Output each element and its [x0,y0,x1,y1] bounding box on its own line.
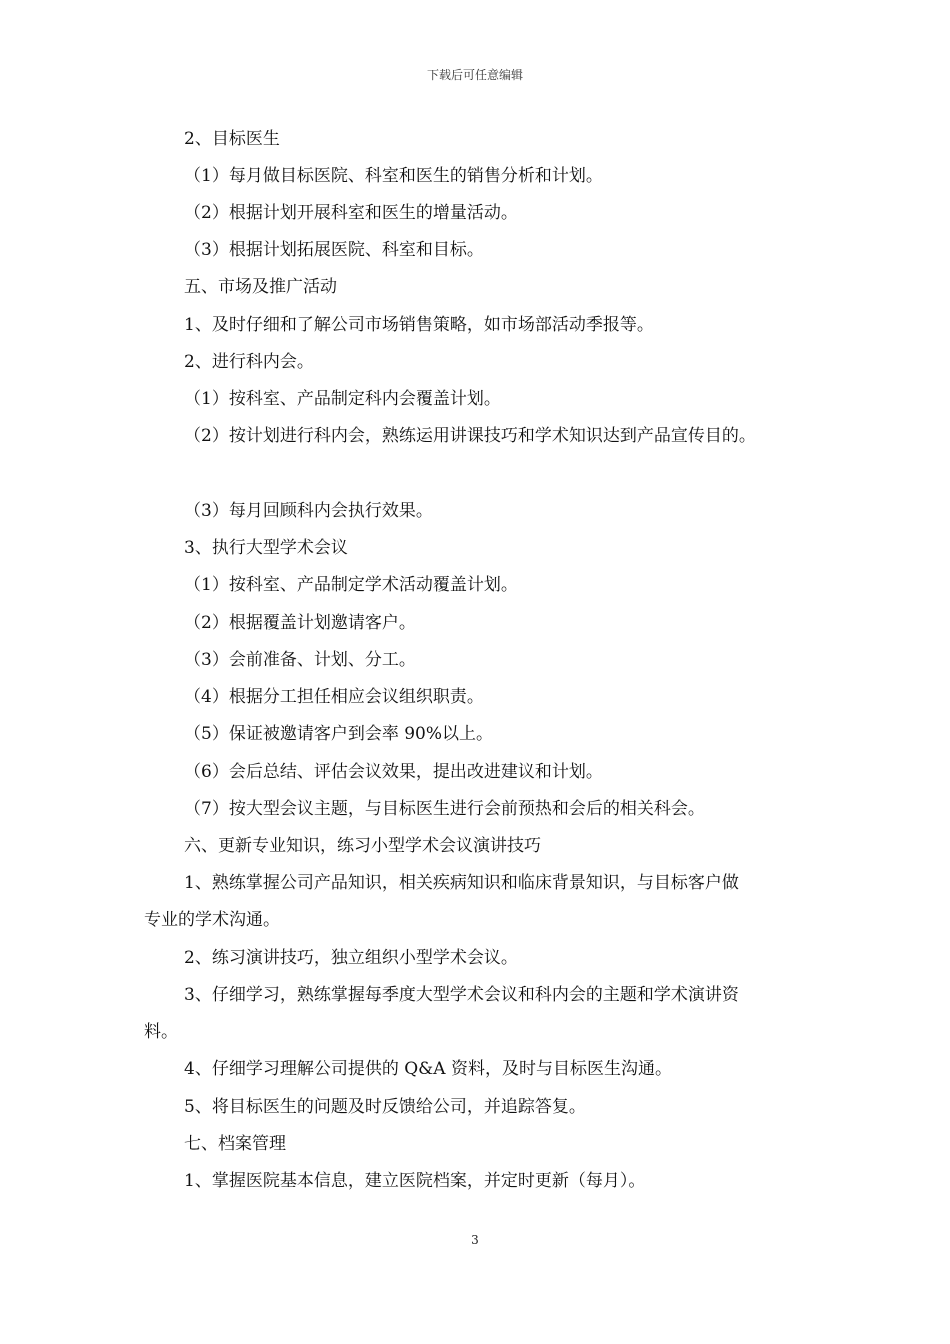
text-line: （6）会后总结、评估会议效果，提出改进建议和计划。 [184,762,603,782]
page-number: 3 [471,1233,479,1247]
text-line: （5）保证被邀请客户到会率 90%以上。 [184,724,494,744]
text-line: （1）按科室、产品制定科内会覆盖计划。 [184,389,501,409]
text-line: 料。 [144,1022,178,1042]
text-line: 3、仔细学习，熟练掌握每季度大型学术会议和科内会的主题和学术演讲资 [184,985,739,1005]
text-line: （2）按计划进行科内会，熟练运用讲课技巧和学术知识达到产品宣传目的。 [184,426,756,446]
text-line: 2、进行科内会。 [184,352,314,372]
text-line: （1）按科室、产品制定学术活动覆盖计划。 [184,575,518,595]
page-header: 下载后可任意编辑 [426,68,523,82]
text-line: （2）根据计划开展科室和医生的增量活动。 [184,203,518,223]
text-line: 专业的学术沟通。 [144,910,280,930]
text-line: （3）根据计划拓展医院、科室和目标。 [184,240,484,260]
text-line: （4）根据分工担任相应会议组织职责。 [184,687,484,707]
text-line: （1）每月做目标医院、科室和医生的销售分析和计划。 [184,166,603,186]
section-heading: 七、档案管理 [184,1134,286,1154]
text-line: （2）根据覆盖计划邀请客户。 [184,613,416,633]
text-line: （3）会前准备、计划、分工。 [184,650,416,670]
text-line: 1、掌握医院基本信息，建立医院档案，并定时更新（每月）。 [184,1171,646,1191]
text-line: 5、将目标医生的问题及时反馈给公司，并追踪答复。 [184,1097,586,1117]
text-line: 1、及时仔细和了解公司市场销售策略，如市场部活动季报等。 [184,315,654,335]
text-line: 4、仔细学习理解公司提供的 Q&A 资料，及时与目标医生沟通。 [184,1059,672,1079]
text-line: 2、目标医生 [184,129,280,149]
section-heading: 五、市场及推广活动 [184,277,337,297]
section-heading: 六、更新专业知识，练习小型学术会议演讲技巧 [184,836,541,856]
text-line: 3、执行大型学术会议 [184,538,348,558]
text-line: 2、练习演讲技巧，独立组织小型学术会议。 [184,948,518,968]
text-line: （3）每月回顾科内会执行效果。 [184,501,433,521]
text-line: （7）按大型会议主题，与目标医生进行会前预热和会后的相关科会。 [184,799,705,819]
text-line: 1、熟练掌握公司产品知识，相关疾病知识和临床背景知识，与目标客户做 [184,873,739,893]
